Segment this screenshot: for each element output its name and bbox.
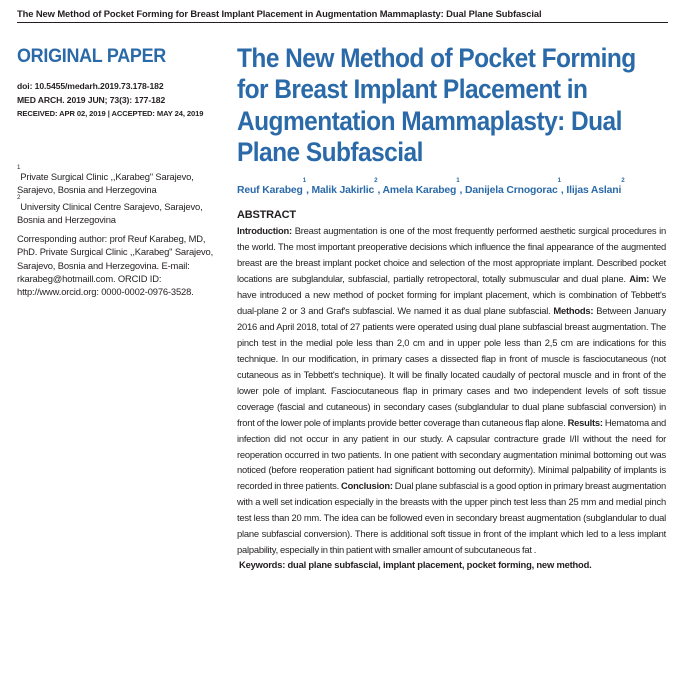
section-label: ORIGINAL PAPER	[17, 45, 166, 67]
header-rule	[17, 22, 668, 23]
abstract-label-methods: Methods:	[553, 304, 594, 316]
abstract-heading: ABSTRACT	[237, 209, 296, 222]
author: Amela Karabeg$^1$	[382, 177, 460, 197]
corresponding-author: Corresponding author: prof Reuf Karabeg, MD, PhD. Private Surgical Clinic ,,Karabeg" Sarajevo, Sarajevo, Bosnia and Herzegovina. E-mail: rkarabeg@hotmaill.com. ORCID ID: http://www.orcid.org: 0000-0002-0976-3528.	[17, 233, 214, 297]
abstract-label-introduction: Introduction:	[237, 225, 292, 237]
abstract-label-conclusion: Conclusion:	[341, 480, 393, 492]
abstract-label-results: Results:	[567, 416, 603, 428]
affiliation-1: $^1$Private Surgical Clinic ,,Karabeg" Sarajevo, Sarajevo, Bosnia and Herzegovina	[17, 164, 194, 196]
article-title: The New Method of Pocket Forming for Breast Implant Placement in Augmentation Mammaplasty: Dual Plane Subfascial	[237, 42, 636, 167]
doi[interactable]: doi: 10.5455/medarh.2019.73.178-182	[17, 81, 164, 91]
author: Ilijas Aslani$^2$	[566, 177, 625, 197]
author: Malik Jakirlic$^2$	[311, 177, 378, 197]
received-accepted: RECEIVED: APR 02, 2019 | ACCEPTED: MAY 24, 2019	[17, 109, 204, 118]
abstract-body: Introduction: Breast augmentation is one of the most frequently performed aesthetic surgical procedures in the world. The most important preoperative decisions which influence the final appearance of the augmented breast are the breast implant pocket choice and selection of the most appropriate implant. Described pocket locations are subglandular, subfascial, partially retropectoral, totally submuscular and dual plane. Aim: We have introduced a new method of pocket forming for implant placement, which is combination of Tebbett's dual-plane 2 or 3 and Graf's subfascial. We named it as dual plane subfascial. Methods: Between January 2016 and April 2018, total of 27 patients were operated using dual plane subfascial breast augmentation. The pinch test in the medial pole less than 2,0 cm and in upper pole less than 2,5 cm are indications for this technique. In our modification, in primary cases a dissected flap in front of muscle is fasciocutaneous (not cutaneous as in Tebbett's technique). It will be finally located caudally of pectoral muscle and in front of the lower pole of implant. Fasciocutaneous flap in primary cases and two independent levels of soft tissue coverage (fascial and cutaneous) in secondary cases (subglandular to dual plane subfascial conversion) in front of the lower pole of implants provide better coverage than cutaneous flap alone. Results: Hematoma and infection did not occur in any patient in our study. A capsular contracture grade I/II without the need for reoperation occurred in two patients. In one patient with secondary augmentation minimal bottoming out was noticed (before reoperation patient had significant bottoming out deformity). Minimal palpability of implants is recorded in three patients. Conclusion: Dual plane subfascial is a good option in primary breast augmentation with a well set indication especially in the breasts with the upper pinch test less than 25 mm and medial pinch test less than 20 mm. The idea can be followed even in secondary breast augmentation (subglandular to dual plane subfascial conversion). There is additional soft tissue in front of the implant which led to a less implant palpability, especially in thin patient with smaller amount of subcutaneous fat .	[237, 225, 667, 556]
article-main	[237, 42, 666, 570]
author-list: Reuf Karabeg$^1$, Malik Jakirlic$^2$, Amela Karabeg$^1$, Danijela Crnogorac$^1$, Ilijas Aslani$^2$	[237, 177, 625, 197]
article-meta	[17, 79, 225, 121]
affiliations	[17, 164, 222, 302]
abstract-label-aim: Aim:	[629, 273, 650, 285]
citation: MED ARCH. 2019 JUN; 73(3): 177-182	[17, 95, 166, 105]
author: Reuf Karabeg$^1$	[237, 177, 307, 197]
author: Danijela Crnogorac$^1$	[465, 177, 561, 197]
keywords: Keywords: dual plane subfascial, implant placement, pocket forming, new method.	[239, 559, 592, 571]
running-head: The New Method of Pocket Forming for Breast Implant Placement in Augmentation Mammaplasty: Dual Plane Subfascial	[17, 8, 542, 19]
affiliation-2: $^2$University Clinical Centre Sarajevo, Sarajevo, Bosnia and Herzegovina	[17, 194, 203, 226]
sidebar	[17, 45, 225, 121]
